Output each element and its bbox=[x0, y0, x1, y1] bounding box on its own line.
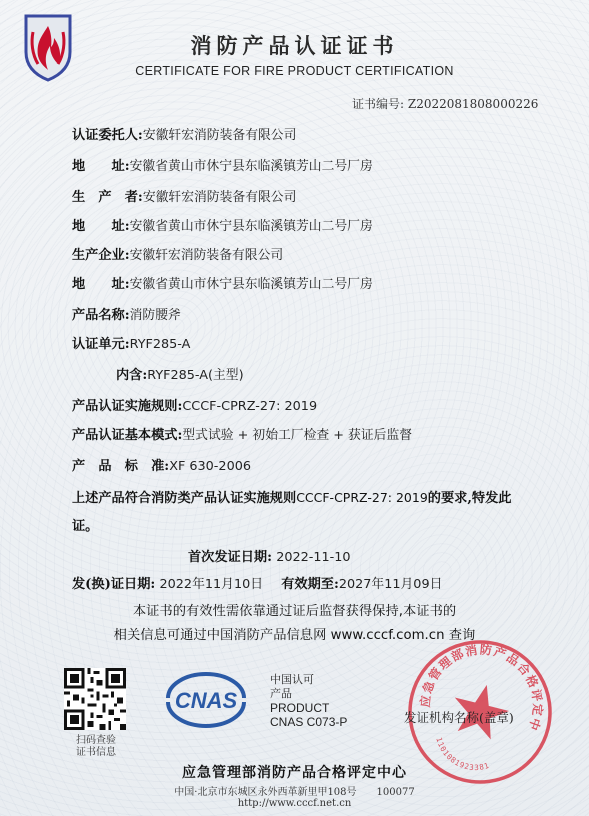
field-value: CCCF-CPRZ-27: 2019 bbox=[182, 399, 318, 414]
cnas-info bbox=[270, 673, 347, 729]
issue-date-label: 发(换)证日期: bbox=[72, 577, 156, 592]
field-value: RYF285-A(主型) bbox=[147, 368, 244, 383]
field-value: 安徽省黄山市休宁县东临溪镇芳山二号厂房 bbox=[129, 159, 373, 174]
field-enterprise-address bbox=[72, 273, 373, 292]
field-certification-unit bbox=[72, 333, 190, 352]
field-label: 地 址: bbox=[72, 159, 130, 174]
first-issue-date-value: 2022-11-10 bbox=[276, 550, 351, 565]
issuing-authority-label: 发证机构名称(盖章) bbox=[404, 710, 514, 725]
footer-organization: 应急管理部消防产品合格评定中心 bbox=[182, 765, 407, 781]
field-label: 产品名称: bbox=[72, 308, 130, 323]
verification-qr-code-icon[interactable] bbox=[64, 668, 126, 730]
field-product-name bbox=[72, 304, 181, 323]
field-label: 产品认证实施规则: bbox=[72, 399, 183, 414]
valid-until-value: 2027年11月09日 bbox=[338, 577, 443, 592]
field-product-standard bbox=[72, 455, 251, 474]
field-value: 安徽省黄山市休宁县东临溪镇芳山二号厂房 bbox=[129, 219, 373, 234]
cnas-logo-text: CNAS bbox=[174, 688, 238, 713]
certificate-subtitle: CERTIFICATE FOR FIRE PRODUCT CERTIFICATION bbox=[135, 64, 454, 78]
certification-statement bbox=[72, 484, 532, 541]
cnas-info-line: PRODUCT bbox=[270, 701, 330, 715]
issue-and-validity-dates bbox=[72, 573, 442, 592]
footer-website-link[interactable]: http://www.cccf.net.cn bbox=[237, 798, 352, 809]
cnas-info-line: 中国认可 bbox=[270, 674, 314, 686]
field-value: 安徽轩宏消防装备有限公司 bbox=[129, 248, 284, 263]
statement-prefix: 上述产品符合消防类产品认证实施规则 bbox=[72, 491, 297, 506]
field-label: 认证单元: bbox=[72, 337, 130, 352]
statement-rule: CCCF-CPRZ-27: 2019 bbox=[296, 490, 428, 505]
certificate-number-value: Z2022081808000226 bbox=[407, 97, 539, 111]
cnas-accreditation-logo-icon bbox=[160, 668, 252, 732]
field-manufacturer bbox=[72, 186, 296, 205]
qr-caption bbox=[64, 735, 128, 759]
field-value: 消防腰斧 bbox=[129, 308, 181, 323]
field-value: 型式试验 + 初始工厂检查 + 获证后监督 bbox=[182, 428, 413, 443]
field-certification-mode bbox=[72, 424, 412, 443]
valid-until-label: 有效期至: bbox=[281, 577, 339, 592]
qr-caption-line-2: 证书信息 bbox=[76, 747, 116, 758]
field-label: 地 址: bbox=[72, 277, 130, 292]
field-value: 安徽轩宏消防装备有限公司 bbox=[142, 128, 297, 143]
certificate-title: 消防产品认证证书 bbox=[190, 33, 399, 58]
certificate-number bbox=[352, 95, 538, 112]
field-label: 认证委托人: bbox=[72, 128, 143, 143]
field-contains bbox=[116, 364, 244, 383]
field-applicant bbox=[72, 124, 296, 143]
validity-notice-line-2: 相关信息可通过中国消防产品信息网 www.cccf.com.cn 查询 bbox=[113, 628, 476, 643]
field-label: 生 产 者: bbox=[72, 190, 143, 205]
field-value: XF 630-2006 bbox=[169, 459, 251, 474]
validity-notice-line-1: 本证书的有效性需依靠通过证后监督获得保持,本证书的 bbox=[132, 604, 457, 619]
field-value: 安徽轩宏消防装备有限公司 bbox=[142, 190, 297, 205]
issue-date-value: 2022年11月10日 bbox=[159, 577, 264, 592]
field-label: 地 址: bbox=[72, 219, 130, 234]
field-applicant-address bbox=[72, 155, 373, 174]
field-implementation-rule bbox=[72, 395, 317, 414]
statement-suffix: 的要求,特发此证。 bbox=[72, 491, 512, 534]
certificate-number-label: 证书编号: bbox=[352, 97, 405, 111]
field-label: 生产企业: bbox=[72, 248, 130, 263]
first-issue-date bbox=[188, 546, 351, 565]
seal-ring-text: 应急管理部消防产品合格评定中心 bbox=[418, 642, 545, 734]
field-label: 产品认证基本模式: bbox=[72, 428, 183, 443]
qr-caption-line-1: 扫码查验 bbox=[76, 735, 116, 746]
field-manufacturer-address bbox=[72, 215, 373, 234]
seal-number: 1101081923381 bbox=[434, 736, 491, 773]
footer-address: 中国·北京市东城区永外西革新里甲108号 100077 bbox=[174, 787, 415, 798]
field-label: 内含: bbox=[116, 368, 148, 383]
field-label: 产 品 标 准: bbox=[72, 459, 170, 474]
first-issue-date-label: 首次发证日期: bbox=[188, 550, 272, 565]
cnas-info-line: 产品 bbox=[270, 688, 292, 700]
field-value: RYF285-A bbox=[129, 337, 191, 352]
cnas-info-line: CNAS C073-P bbox=[270, 715, 348, 729]
field-value: 安徽省黄山市休宁县东临溪镇芳山二号厂房 bbox=[129, 277, 373, 292]
field-production-enterprise bbox=[72, 244, 283, 263]
